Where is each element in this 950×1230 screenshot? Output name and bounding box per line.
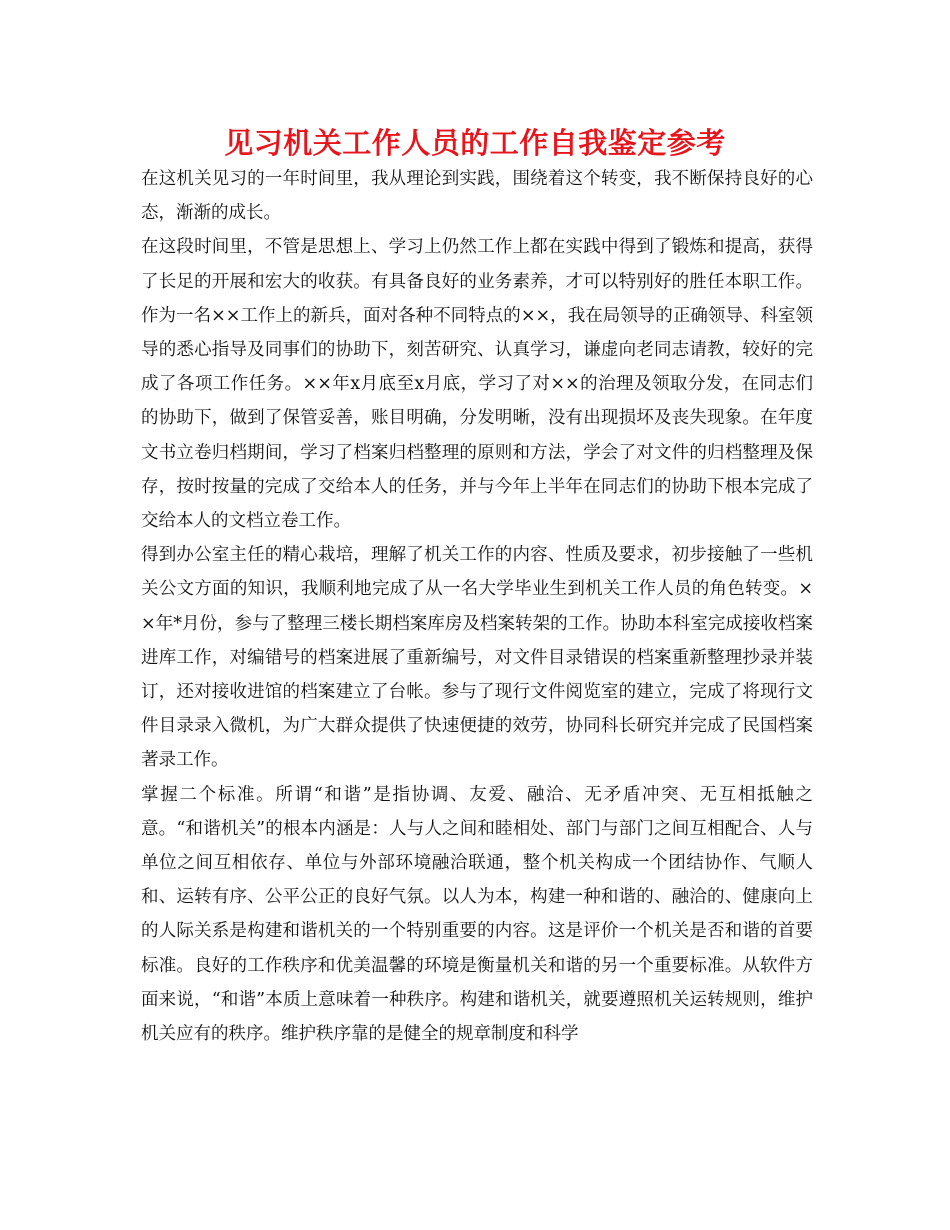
- paragraph-2: 在这段时间里，不管是思想上、学习上仍然工作上都在实践中得到了锻炼和提高，获得了长足的开展和宏大的收获。有具备良好的业务素养，才可以特别好的胜任本职工作。作为一名××工作上的新兵，面对各种不同特点的××，我在局领导的正确领导、科室领导的悉心指导及同事们的协助下，刻苦研究、认真学习，谦虚向老同志请教，较好的完成了各项工作任务。××年x月底至x月底，学习了对××的治理及领取分发，在同志们的协助下，做到了保管妥善，账目明确，分发明晰，没有出现损坏及丧失现象。在年度文书立卷归档期间，学习了档案归档整理的原则和方法，学会了对文件的归档整理及保存，按时按量的完成了交给本人的任务，并与今年上半年在同志们的协助下根本完成了交给本人的文档立卷工作。: [141, 237, 813, 532]
- paragraph-4: 掌握二个标准。所谓“和谐”是指协调、友爱、融洽、无矛盾冲突、无互相抵触之意。“和谐机关”的根本内涵是：人与人之间和睦相处、部门与部门之间互相配合、人与单位之间互相依存、单位与外部环境融洽联通，整个机关构成一个团结协作、气顺人和、运转有序、公平公正的良好气氛。以人为本，构建一种和谐的、融洽的、健康向上的人际关系是构建和谐机关的一个特别重要的内容。这是评价一个机关是否和谐的首要标准。良好的工作秩序和优美温馨的环境是衡量机关和谐的另一个重要标准。从软件方面来说，“和谐”本质上意味着一种秩序。构建和谐机关，就要遵照机关运转规则，维护机关应有的秩序。维护秩序靠的是健全的规章制度和科学: [141, 784, 813, 1045]
- paragraph-1: 在这机关见习的一年时间里，我从理论到实践，围绕着这个转变，我不断保持良好的心态，渐渐的成长。: [141, 169, 813, 224]
- document-title: 见习机关工作人员的工作自我鉴定参考: [224, 126, 726, 160]
- paragraph-3: 得到办公室主任的精心栽培，理解了机关工作的内容、性质及要求，初步接触了一些机关公文方面的知识，我顺利地完成了从一名大学毕业生到机关工作人员的角色转变。××年*月份，参与了整理三楼长期档案库房及档案转架的工作。协助本科室完成接收档案进库工作，对编错号的档案进展了重新编号，对文件目录错误的档案重新整理抄录并装订，还对接收进馆的档案建立了台帐。参与了现行文件阅览室的建立，完成了将现行文件目录录入微机，为广大群众提供了快速便捷的效劳，协同科长研究并完成了民国档案著录工作。: [141, 545, 813, 771]
- document-body: [141, 162, 813, 1051]
